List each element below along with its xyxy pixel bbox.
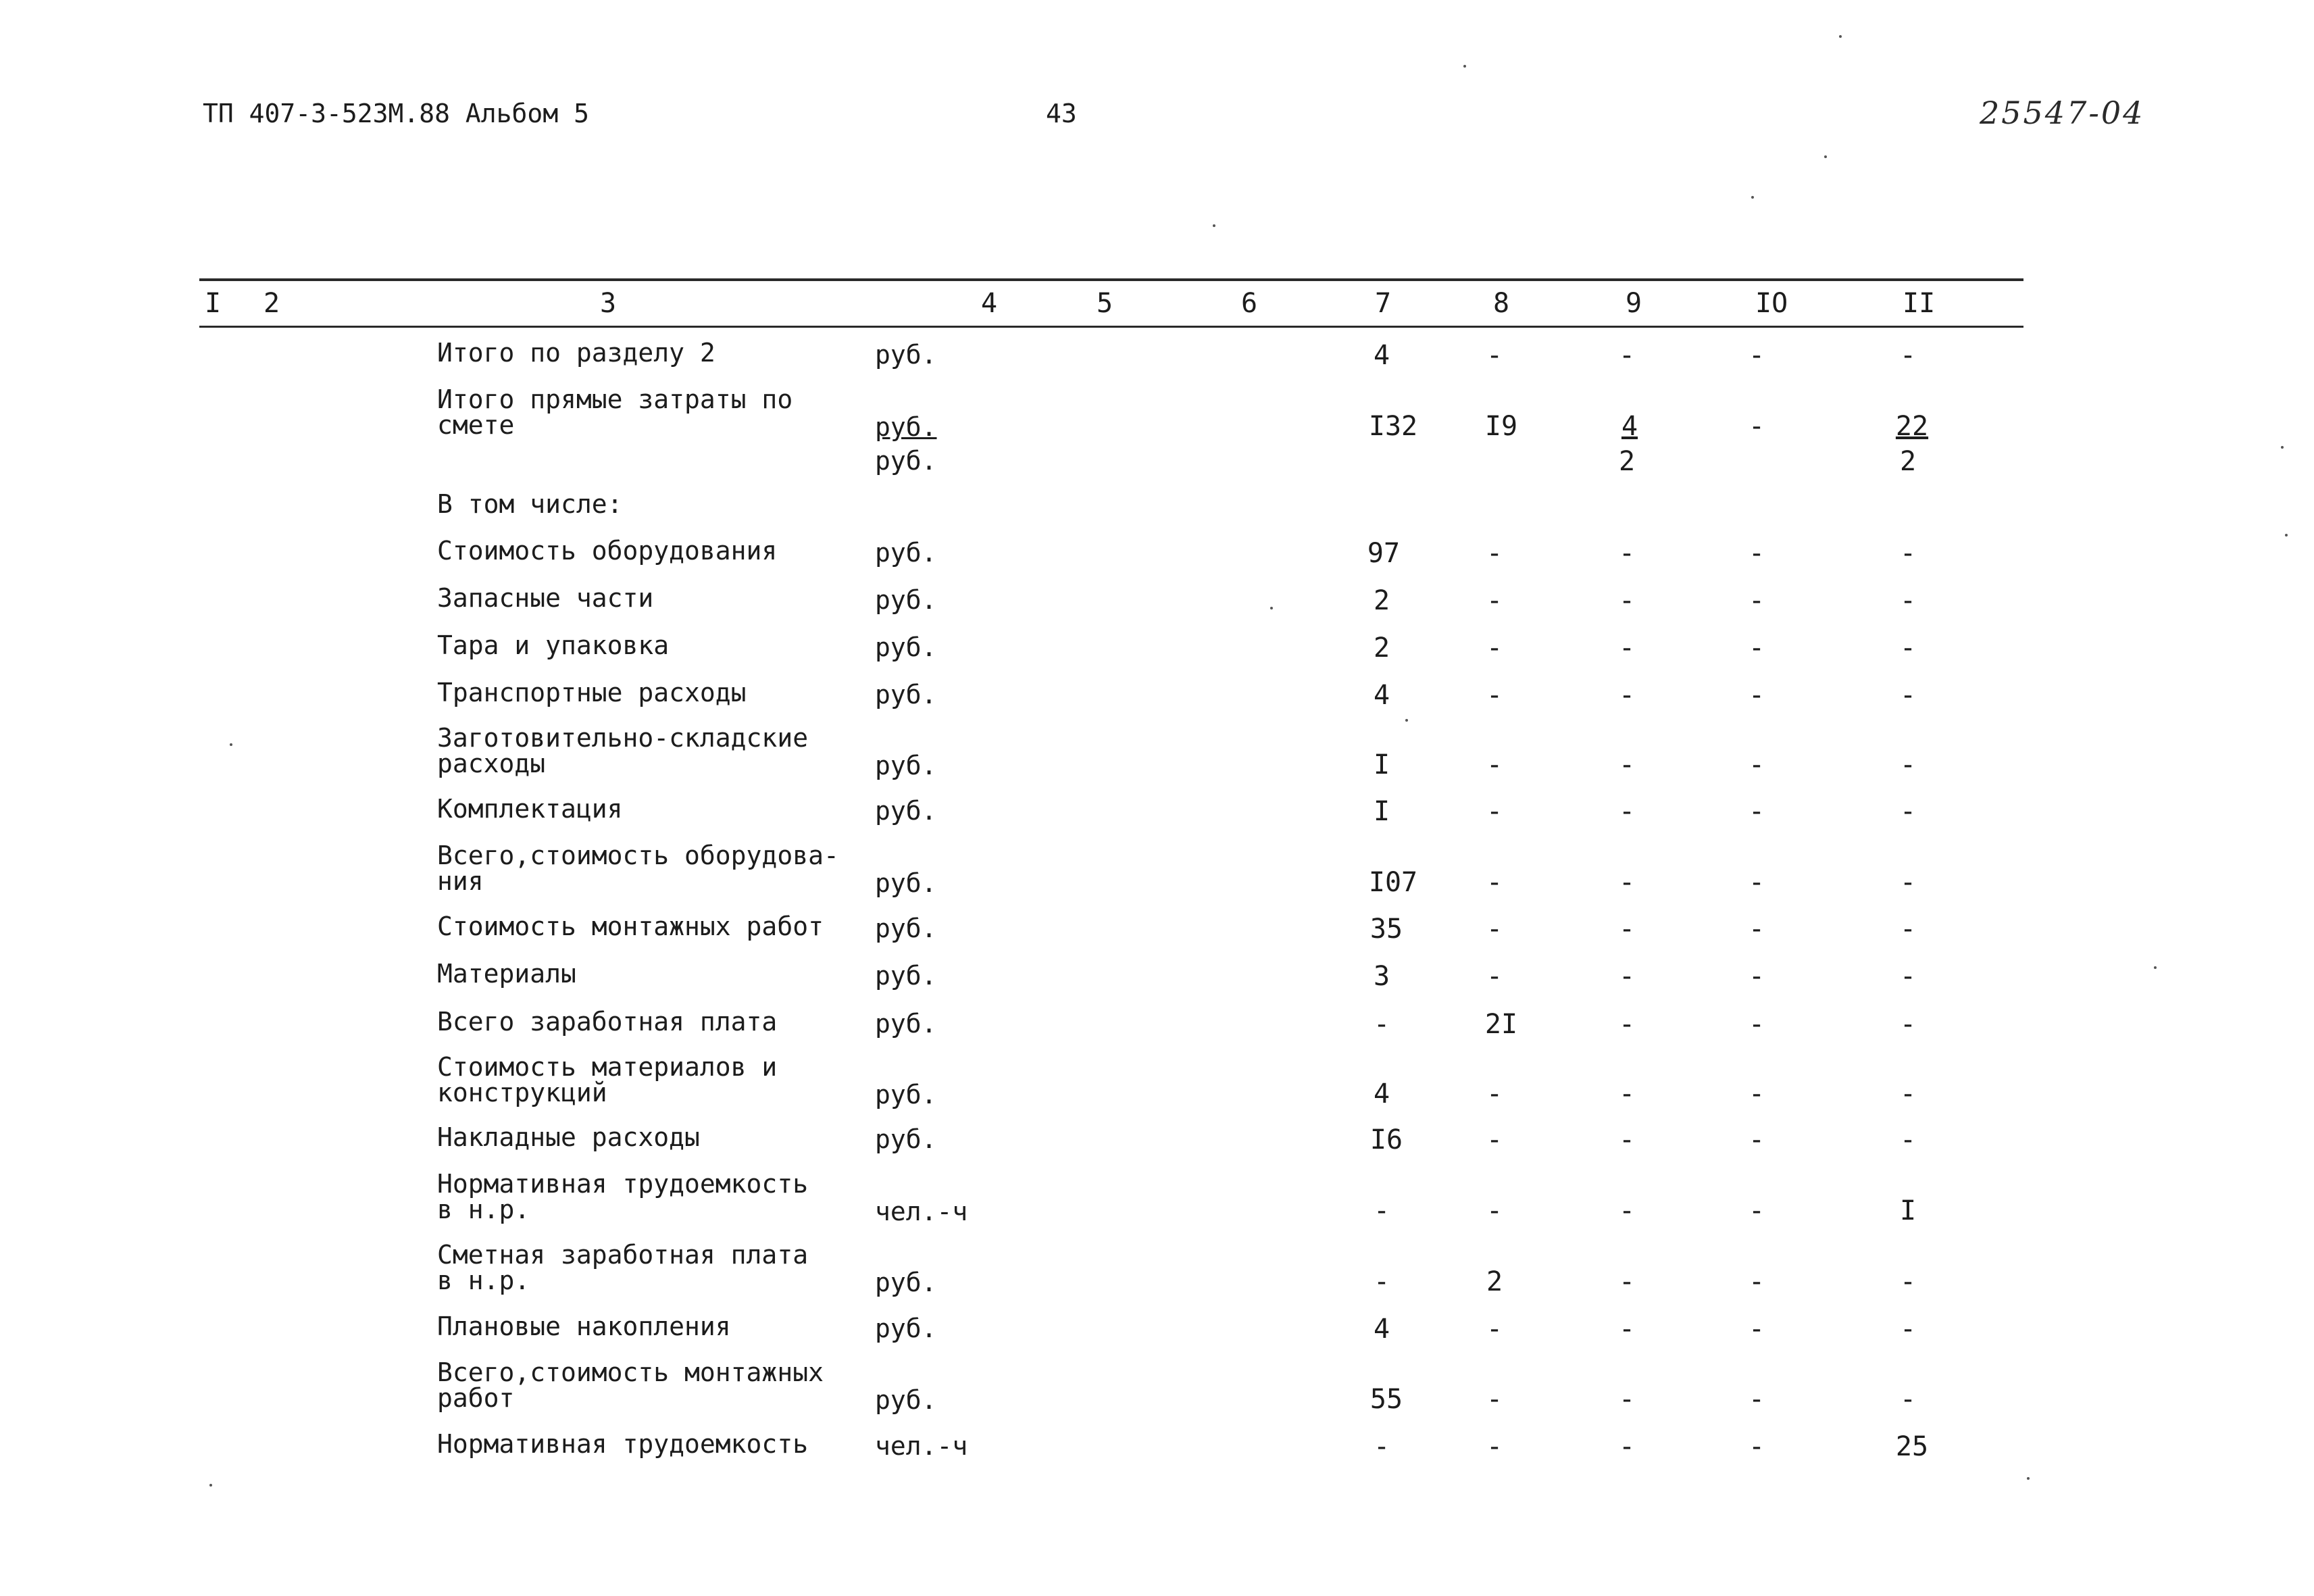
- table-row: [0, 632, 2314, 680]
- row-name: Заготовительно-складские расходы: [437, 723, 809, 778]
- row-name: Всего заработная плата: [437, 1007, 778, 1037]
- cell-col7: 4: [1373, 1314, 1390, 1345]
- cell-col11: 2: [1899, 446, 1917, 477]
- cell-col10: -: [1748, 680, 1765, 711]
- cell-col9: -: [1618, 680, 1636, 711]
- cell-col10: -: [1748, 1266, 1765, 1297]
- cell-col9: -: [1618, 1009, 1636, 1040]
- table-row: [0, 1009, 2314, 1056]
- col-num-8: 8: [1493, 288, 1510, 319]
- cell-col10: -: [1748, 585, 1765, 616]
- cell-col8: -: [1486, 1314, 1503, 1345]
- cell-col7: 97: [1367, 538, 1401, 569]
- cell-col9: -: [1618, 1384, 1636, 1415]
- row-unit: руб.: [875, 585, 937, 615]
- page-number: 43: [1046, 99, 1077, 128]
- cell-col10: -: [1748, 538, 1765, 569]
- table-row: [0, 446, 2314, 493]
- cell-col9: -: [1618, 1078, 1636, 1109]
- col-num-4: 4: [981, 288, 998, 319]
- table-row: [0, 538, 2314, 585]
- cell-col9: 4: [1621, 411, 1638, 442]
- table-row: [0, 1357, 2314, 1434]
- col-num-3: 3: [600, 288, 617, 319]
- cell-col7: I6: [1369, 1124, 1403, 1155]
- cell-col11: -: [1899, 1266, 1917, 1297]
- col-num-6: 6: [1241, 288, 1258, 319]
- row-name: Итого по разделу 2: [437, 338, 715, 368]
- row-unit: руб.: [875, 1268, 937, 1297]
- cell-col7: 4: [1373, 680, 1390, 711]
- row-unit: руб.: [875, 412, 937, 442]
- cell-col11: -: [1899, 340, 1917, 371]
- cell-col11: -: [1899, 632, 1917, 664]
- cell-col11: -: [1899, 1078, 1917, 1109]
- cell-col10: -: [1748, 796, 1765, 827]
- cell-col10: -: [1748, 1195, 1765, 1226]
- cell-col9: -: [1618, 749, 1636, 780]
- table-row: [0, 1431, 2314, 1478]
- row-name: Стоимость оборудования: [437, 536, 778, 566]
- cell-col9: 2: [1618, 446, 1636, 477]
- row-unit: руб.: [875, 961, 937, 991]
- cell-col11: -: [1899, 680, 1917, 711]
- cell-col8: -: [1486, 749, 1503, 780]
- row-unit: руб.: [875, 868, 937, 898]
- table-row: [0, 1314, 2314, 1361]
- cell-col8: -: [1486, 961, 1503, 992]
- cell-col8: -: [1486, 1431, 1503, 1462]
- row-unit: руб.: [875, 914, 937, 943]
- cell-col9: -: [1618, 1314, 1636, 1345]
- scan-speck: [230, 743, 232, 746]
- scan-speck: [2285, 534, 2288, 537]
- table-row: [0, 725, 2314, 799]
- table-row: [0, 1242, 2314, 1316]
- row-name: Нормативная трудоемкость в н.р.: [437, 1169, 809, 1224]
- scan-speck: [1824, 155, 1827, 158]
- cell-col9: -: [1618, 1431, 1636, 1462]
- cell-col10: -: [1748, 632, 1765, 664]
- col-num-11: II: [1903, 288, 1936, 319]
- cell-col8: -: [1486, 1384, 1503, 1415]
- col-num-7: 7: [1375, 288, 1392, 319]
- scan-speck: [1270, 607, 1273, 609]
- row-name: Комплектация: [437, 794, 623, 824]
- cell-col9: -: [1618, 538, 1636, 569]
- row-name: В том числе:: [437, 489, 623, 519]
- table-row: [0, 680, 2314, 727]
- row-unit: руб.: [875, 538, 937, 568]
- cell-col11: -: [1899, 796, 1917, 827]
- row-unit: руб.: [875, 680, 937, 709]
- cell-col8: 2: [1486, 1266, 1503, 1297]
- table-row: [0, 1171, 2314, 1245]
- cell-col9: -: [1618, 1266, 1636, 1297]
- row-unit: руб.: [875, 1124, 937, 1154]
- cell-col11: 25: [1895, 1431, 1929, 1462]
- cell-col9: -: [1618, 867, 1636, 898]
- cell-col11: -: [1899, 914, 1917, 945]
- table-row: [0, 961, 2314, 1008]
- cell-col10: -: [1748, 411, 1765, 442]
- col-num-10: IO: [1755, 288, 1788, 319]
- cell-col8: -: [1486, 1195, 1503, 1226]
- cell-col9: -: [1618, 632, 1636, 664]
- cell-col8: -: [1486, 796, 1503, 827]
- col-num-2: 2: [263, 288, 280, 319]
- cell-col11: -: [1899, 1384, 1917, 1415]
- document-reference: ТП 407-3-523М.88 Альбом 5: [203, 99, 589, 128]
- cell-col8: I9: [1484, 411, 1518, 442]
- row-unit: чел.-ч: [875, 1431, 968, 1461]
- cell-col11: -: [1899, 1314, 1917, 1345]
- cell-col10: -: [1748, 1124, 1765, 1155]
- cell-col11: -: [1899, 961, 1917, 992]
- cell-col9: -: [1618, 585, 1636, 616]
- table-top-rule: [199, 278, 2023, 281]
- cell-col7: 4: [1373, 340, 1390, 371]
- scan-speck: [1463, 65, 1466, 68]
- row-name: Материалы: [437, 959, 576, 989]
- row-name: Стоимость материалов и конструкций: [437, 1052, 778, 1107]
- scan-speck: [1405, 719, 1408, 722]
- row-name: Сметная заработная плата в н.р.: [437, 1240, 809, 1295]
- cell-col7: I: [1373, 796, 1390, 827]
- cell-col10: -: [1748, 867, 1765, 898]
- scan-speck: [209, 1484, 212, 1487]
- cell-col8: -: [1486, 1124, 1503, 1155]
- cell-col7: 55: [1369, 1384, 1403, 1415]
- cell-col10: -: [1748, 1078, 1765, 1109]
- cell-col8: -: [1486, 867, 1503, 898]
- table-row: [0, 914, 2314, 961]
- cell-col8: -: [1486, 1078, 1503, 1109]
- row-unit: руб.: [875, 1314, 937, 1343]
- cell-col7: -: [1373, 1009, 1390, 1040]
- row-name: Всего,стоимость оборудова- ния: [437, 841, 839, 896]
- cell-col11: 22: [1895, 411, 1929, 442]
- row-unit: руб.: [875, 1009, 937, 1039]
- cell-col7: I: [1373, 749, 1390, 780]
- row-name: Накладные расходы: [437, 1122, 700, 1152]
- cell-col8: -: [1486, 914, 1503, 945]
- cell-col10: -: [1748, 961, 1765, 992]
- handwritten-doc-code: 25547-04: [1980, 95, 2145, 131]
- row-unit: руб.: [875, 751, 937, 780]
- row-name: Итого прямые затраты по смете: [437, 384, 793, 440]
- table-row: [0, 796, 2314, 843]
- cell-col8: -: [1486, 680, 1503, 711]
- scan-speck: [2154, 966, 2157, 969]
- cell-col8: -: [1486, 538, 1503, 569]
- cell-col11: -: [1899, 1124, 1917, 1155]
- row-name: Тара и упаковка: [437, 630, 670, 660]
- scan-speck: [2027, 1477, 2030, 1480]
- row-unit: руб.: [875, 446, 937, 476]
- row-name: Запасные части: [437, 583, 654, 613]
- col-num-1: I: [205, 288, 222, 319]
- row-name: Нормативная трудоемкость: [437, 1429, 809, 1459]
- cell-col7: 4: [1373, 1078, 1390, 1109]
- table-row: [0, 843, 2314, 917]
- cell-col9: -: [1618, 1195, 1636, 1226]
- table-row: [0, 1054, 2314, 1128]
- table-row: [0, 491, 2314, 539]
- cell-col9: -: [1618, 961, 1636, 992]
- cell-col11: -: [1899, 749, 1917, 780]
- row-unit: руб.: [875, 796, 937, 826]
- row-unit: чел.-ч: [875, 1197, 968, 1226]
- cell-col7: I07: [1368, 867, 1418, 898]
- row-name: Транспортные расходы: [437, 678, 747, 707]
- table-row: [0, 1124, 2314, 1172]
- col-num-9: 9: [1626, 288, 1642, 319]
- row-unit: руб.: [875, 632, 937, 662]
- cell-col11: -: [1899, 867, 1917, 898]
- cell-col10: -: [1748, 1431, 1765, 1462]
- scan-speck: [1213, 224, 1215, 227]
- cell-col7: 35: [1369, 914, 1403, 945]
- row-unit: руб.: [875, 340, 937, 370]
- cell-col8: -: [1486, 340, 1503, 371]
- row-name: Плановые накопления: [437, 1312, 731, 1341]
- cell-col8: -: [1486, 585, 1503, 616]
- cell-col11: -: [1899, 585, 1917, 616]
- cell-col10: -: [1748, 340, 1765, 371]
- col-num-5: 5: [1097, 288, 1113, 319]
- table-header-rule: [199, 326, 2023, 328]
- cell-col11: I: [1899, 1195, 1917, 1226]
- row-name: Всего,стоимость монтажных работ: [437, 1357, 824, 1413]
- scan-speck: [1839, 35, 1842, 38]
- table-row: [0, 340, 2314, 387]
- cell-col10: -: [1748, 749, 1765, 780]
- cell-col10: -: [1748, 1384, 1765, 1415]
- cell-col9: -: [1618, 340, 1636, 371]
- row-unit: руб.: [875, 1385, 937, 1415]
- table-row: [0, 585, 2314, 632]
- scan-speck: [2281, 446, 2284, 449]
- cell-col7: -: [1373, 1266, 1390, 1297]
- row-unit: руб.: [875, 1080, 937, 1109]
- cell-col7: -: [1373, 1431, 1390, 1462]
- cell-col7: -: [1373, 1195, 1390, 1226]
- cell-col11: -: [1899, 538, 1917, 569]
- cell-col9: -: [1618, 796, 1636, 827]
- cell-col9: -: [1618, 914, 1636, 945]
- cell-col10: -: [1748, 1009, 1765, 1040]
- cell-col8: -: [1486, 632, 1503, 664]
- cell-col11: -: [1899, 1009, 1917, 1040]
- cell-col8: 2I: [1484, 1009, 1518, 1040]
- scan-speck: [1751, 196, 1754, 199]
- cell-col10: -: [1748, 1314, 1765, 1345]
- row-name: Стоимость монтажных работ: [437, 912, 824, 941]
- cell-col9: -: [1618, 1124, 1636, 1155]
- cell-col7: I32: [1368, 411, 1418, 442]
- cell-col7: 2: [1373, 632, 1390, 664]
- cell-col10: -: [1748, 914, 1765, 945]
- cell-col7: 2: [1373, 585, 1390, 616]
- cell-col7: 3: [1373, 961, 1390, 992]
